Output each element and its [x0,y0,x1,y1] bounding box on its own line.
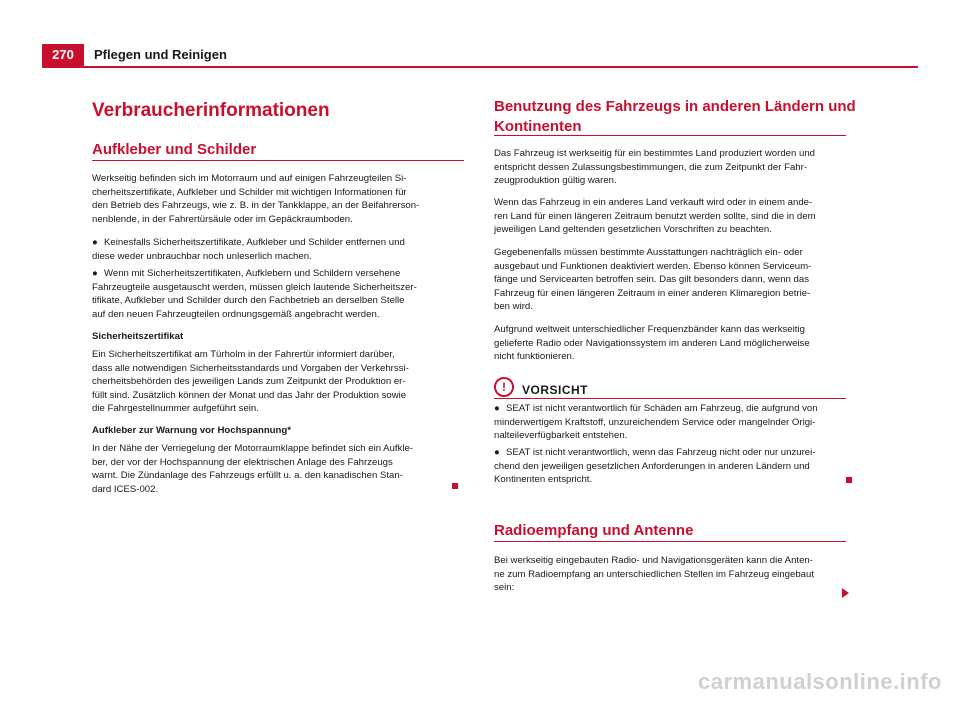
bullet-icon: ● [92,268,98,279]
bullet-icon: ● [92,237,98,248]
caution-bullet-text: SEAT ist nicht verantwortlich, wenn das Fahrzeug nicht oder nur unzurei- chend den jeweiligen gesetzlichen Anforderungen in anderen Ländern und Kontinenten entspricht. [494,447,816,486]
header-rule [42,66,918,68]
laender-paragraph-3: Gegebenenfalls müssen bestimmte Ausstattungen nachträglich ein- oder ausgebaut und Funktionen deaktiviert werden. Ebenso können Serviceum- fänge und Servicearten betroffen sein. Das gilt besonders dann, wenn das Fahrzeug für einen längeren Zeitraum in einer anderen Klimaregion betrie- ben wird. [494,247,812,313]
caution-bullet [494,402,874,443]
bullet-icon: ● [494,447,500,458]
caution-rule [494,398,846,399]
bullet-text: Keinesfalls Sicherheitszertifikate, Aufkleber und Schilder entfernen und diese weder unbrauchbar noch unleserlich machen. [92,237,405,262]
section-title: Pflegen und Reinigen [94,47,227,62]
caution-bullet-text: SEAT ist nicht verantwortlich für Schäden am Fahrzeug, die aufgrund von minderwertigem Kraftstoff, unzureichendem Service oder mangelnder Origi- nalteileverfügbarkeit entstehen. [494,403,818,442]
watermark: carmanualsonline.info [698,669,942,694]
cert-paragraph: Ein Sicherheitszertifikat am Türholm in der Fahrertür informiert darüber, dass alle notwendigen Sicherheitsstandards und Vorgaben der Verkehrssi- cherheitsbehörden des jeweiligen Lands zum Zeitpunkt der Produktion er- füllt sind. Zusätzlich können der Monat und das Jahr der Produktion sowie die Fahrgestellnummer aufgeführt sein. [92,349,409,415]
radio-paragraph: Bei werkseitig eingebauten Radio- und Navigationsgeräten kann die Anten- ne zum Radioempfang an unterschiedlichen Stellen im Fahrzeug eingebaut sein: [494,555,814,594]
bullet-item [92,267,472,321]
hv-heading: Aufkleber zur Warnung vor Hochspannung* [92,425,291,436]
heading-laender: Benutzung des Fahrzeugs in anderen Ländern und Kontinenten [494,98,856,135]
section-end-marker [846,477,852,483]
sub-heading-rule [92,160,464,161]
bullet-icon: ● [494,403,500,414]
cert-heading: Sicherheitszertifikat [92,331,184,342]
sub-heading-aufkleber: Aufkleber und Schilder [92,141,257,158]
bullet-item [92,236,472,263]
section-end-marker [452,483,458,489]
heading-radio-rule [494,541,846,542]
hv-paragraph: In der Nähe der Verriegelung der Motorraumklappe befindet sich ein Aufkle- ber, der vor der Hochspannung der elektrischen Anlage des Fahrzeugs warnt. Die Zündanlage des Fahrzeugs erfüllt u. a. den kanadischen Stan- dard ICES-002. [92,443,414,495]
laender-paragraph-2: Wenn das Fahrzeug in ein anderes Land verkauft wird oder in einem ande- ren Land für einen längeren Zeitraum benutzt werden sollte, sind die in dem jeweiligen Land geltenden gesetzlichen Vorschriften zu beachten. [494,197,816,236]
continue-arrow-icon [842,588,849,598]
heading-laender-rule [494,135,846,136]
bullet-text: Wenn mit Sicherheitszertifikaten, Aufklebern und Schildern versehene Fahrzeugteile ausgetauscht werden, müssen gleich lautende Sicherheitszer- tifikate, Aufkleber und Schilder durch den Fachbetrieb an derselben Stelle auf den neuen Fahrzeugteilen ordnungsgemäß angebracht werden. [92,268,417,320]
main-heading: Verbraucherinformationen [92,100,330,121]
caution-icon: ! [494,377,514,397]
page-number: 270 [42,44,84,66]
laender-paragraph-1: Das Fahrzeug ist werkseitig für ein bestimmtes Land produziert worden und entspricht dessen Zulassungsbestimmungen, die zum Zeitpunkt der Fahr- zeugproduktion gültig waren. [494,148,816,187]
caution-label: VORSICHT [522,383,589,397]
intro-paragraph: Werkseitig befinden sich im Motorraum und auf einigen Fahrzeugteilen Si- cherheitszertifikate, Aufkleber und Schilder mit wichtigen Informationen für den Betrieb des Fahrzeugs, wie z. B. in der Tankklappe, an der Beifahrerson- nenblende, in der Fahrertürsäule oder im Gepäckraumboden. [92,173,420,225]
caution-bullet [494,446,874,487]
heading-radio: Radioempfang und Antenne [494,522,694,539]
laender-paragraph-4: Aufgrund weltweit unterschiedlicher Frequenzbänder kann das werkseitig gelieferte Radio oder Navigationssystem im anderen Land möglicherweise nicht funktionieren. [494,324,810,363]
